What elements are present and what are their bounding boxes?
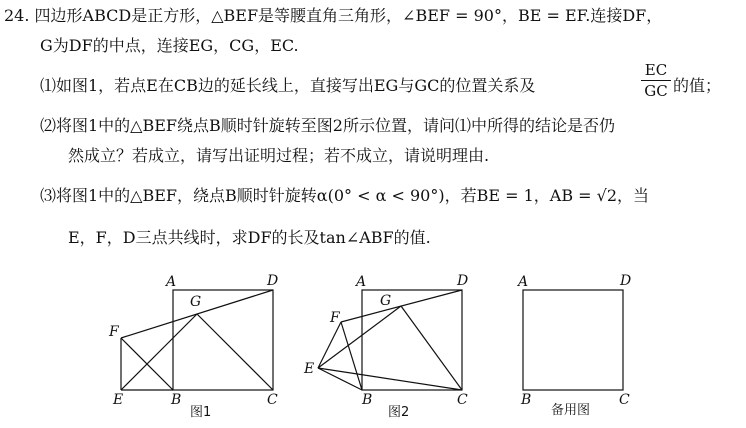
caption-fig2: 图2: [388, 405, 410, 420]
figure-backup: [523, 290, 623, 390]
label-b-fig1: B: [171, 392, 182, 408]
label-d-backup: D: [620, 273, 632, 289]
problem-line-1: 24. 四边形ABCD是正方形，△BEF是等腰直角三角形，∠BEF = 90°，BE = EF.连接DF，: [4, 6, 663, 25]
label-a-fig1: A: [166, 274, 177, 290]
part-3-line-2: E，F，D三点共线时，求DF的长及tan∠ABF的值.: [68, 228, 431, 247]
label-c-fig1: C: [267, 392, 278, 408]
label-g-fig1: G: [190, 294, 202, 310]
label-e-fig2: E: [304, 361, 315, 377]
segment-gc-fig1: [197, 314, 273, 390]
label-a-backup: A: [518, 274, 529, 290]
caption-fig1: 图1: [190, 405, 212, 420]
fraction-denominator: GC: [644, 82, 668, 100]
segment-ef-fig2: [318, 322, 341, 368]
segment-gc-fig2: [401, 306, 462, 390]
part-2-line-1: ⑵将图1中的△BEF绕点B顺时针旋转至图2所示位置，请问⑴中所得的结论是否仍: [40, 116, 615, 135]
label-b-fig2: B: [362, 392, 373, 408]
square-abcd-fig2: [362, 290, 462, 390]
label-b-backup: B: [521, 392, 532, 408]
label-d-fig1: D: [267, 273, 279, 289]
segment-fb-fig2: [341, 322, 362, 390]
label-g-fig2: G: [380, 293, 392, 309]
part-1-text: ⑴如图1，若点E在CB边的延长线上，直接写出EG与GC的位置关系及: [40, 76, 536, 95]
part-2-line-2: 然成立？若成立，请写出证明过程；若不成立，请说明理由.: [68, 146, 490, 165]
label-e-fig1: E: [113, 392, 124, 408]
caption-backup: 备用图: [551, 403, 591, 418]
label-d-fig2: D: [457, 273, 469, 289]
square-abcd-backup: [523, 290, 623, 390]
fraction-numerator: EC: [644, 61, 668, 79]
part-1-end: 的值；: [673, 76, 722, 95]
label-a-fig2: A: [356, 274, 367, 290]
label-c-backup: C: [619, 392, 630, 408]
part-3-line-1: ⑶将图1中的△BEF，绕点B顺时针旋转α(0° < α < 90°)，若BE = 1，AB = √2，当: [40, 186, 650, 205]
label-f-fig2: F: [330, 310, 340, 326]
problem-line-2: G为DF的中点，连接EG，CG，EC.: [40, 36, 299, 55]
label-c-fig2: C: [457, 392, 468, 408]
label-f-fig1: F: [109, 324, 119, 340]
